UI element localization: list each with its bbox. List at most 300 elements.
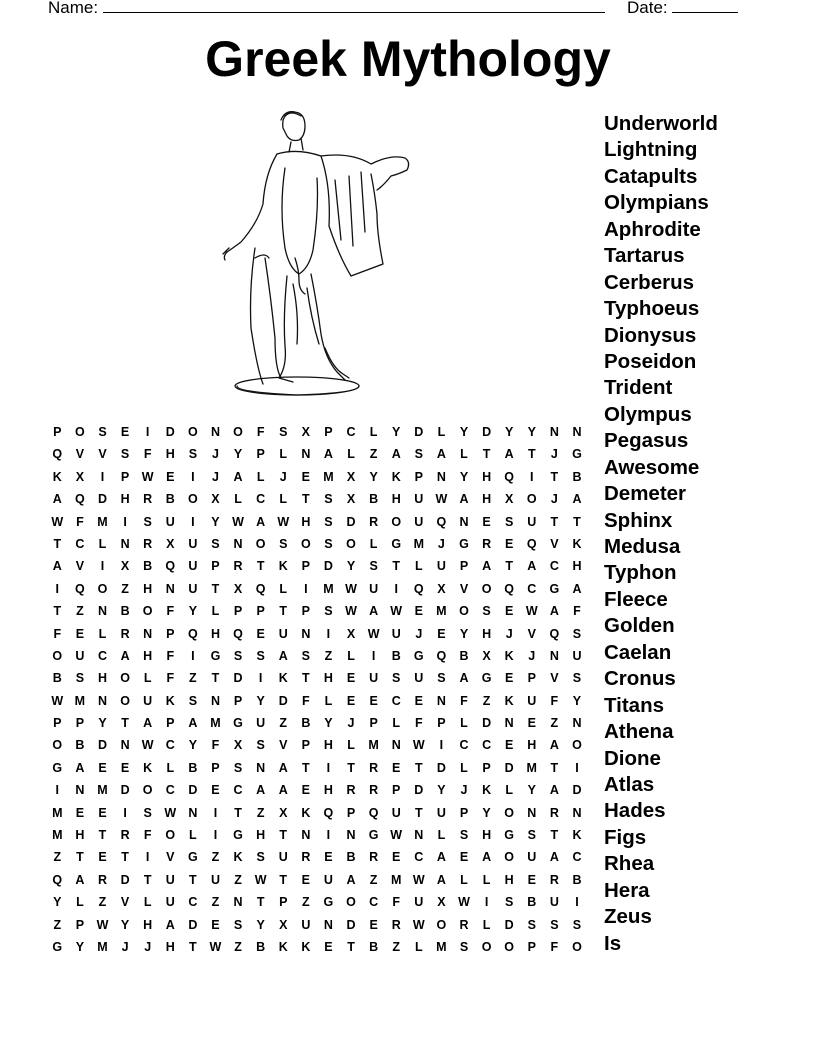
grid-letter[interactable]: H <box>120 492 130 507</box>
grid-letter[interactable]: L <box>347 447 355 462</box>
grid-letter[interactable]: S <box>527 828 536 843</box>
grid-letter[interactable]: D <box>188 917 198 932</box>
grid-letter[interactable]: X <box>482 648 491 663</box>
grid-letter[interactable]: S <box>188 447 198 462</box>
grid-letter[interactable]: N <box>210 425 220 439</box>
grid-letter[interactable]: Y <box>98 716 107 731</box>
grid-letter[interactable]: U <box>527 514 537 529</box>
grid-letter[interactable]: H <box>572 559 582 574</box>
grid-letter[interactable]: U <box>572 648 582 663</box>
grid-letter[interactable]: R <box>97 872 107 887</box>
grid-letter[interactable]: T <box>121 716 129 731</box>
grid-letter[interactable]: L <box>369 536 378 551</box>
grid-letter[interactable]: N <box>391 738 401 753</box>
grid-letter[interactable]: I <box>123 514 127 529</box>
grid-letter[interactable]: Z <box>256 805 265 820</box>
grid-letter[interactable]: D <box>120 783 130 798</box>
grid-letter[interactable]: F <box>414 716 423 731</box>
grid-letter[interactable]: C <box>414 850 424 865</box>
grid-letter[interactable]: Y <box>256 693 265 708</box>
grid-letter[interactable]: F <box>53 626 62 641</box>
grid-letter[interactable]: A <box>459 492 469 507</box>
grid-letter[interactable]: X <box>211 492 220 507</box>
grid-letter[interactable]: O <box>526 492 537 507</box>
grid-letter[interactable]: L <box>234 492 242 507</box>
grid-letter[interactable]: J <box>415 626 423 641</box>
grid-letter[interactable]: K <box>301 939 311 954</box>
grid-letter[interactable]: X <box>346 469 356 484</box>
grid-letter[interactable]: G <box>52 760 63 775</box>
grid-letter[interactable]: L <box>256 469 265 484</box>
grid-letter[interactable]: W <box>254 872 267 887</box>
grid-letter[interactable]: S <box>279 425 288 439</box>
grid-letter[interactable]: B <box>527 895 537 910</box>
grid-letter[interactable]: V <box>550 671 559 686</box>
grid-letter[interactable]: R <box>369 783 379 798</box>
grid-letter[interactable]: A <box>436 872 446 887</box>
grid-letter[interactable]: R <box>549 872 559 887</box>
grid-letter[interactable]: A <box>346 872 356 887</box>
grid-letter[interactable]: R <box>369 850 379 865</box>
grid-letter[interactable]: M <box>52 805 63 820</box>
grid-letter[interactable]: J <box>437 536 445 551</box>
grid-letter[interactable]: A <box>549 604 559 619</box>
grid-letter[interactable]: V <box>550 536 559 551</box>
grid-letter[interactable]: P <box>324 425 333 439</box>
grid-letter[interactable]: W <box>390 604 403 619</box>
grid-letter[interactable]: G <box>233 716 243 731</box>
grid-letter[interactable]: M <box>368 738 379 753</box>
grid-letter[interactable]: T <box>414 760 423 775</box>
grid-letter[interactable]: Y <box>392 425 401 439</box>
name-line[interactable] <box>103 0 605 13</box>
grid-letter[interactable]: M <box>323 469 334 484</box>
grid-letter[interactable]: D <box>436 760 446 775</box>
grid-letter[interactable]: G <box>391 536 402 551</box>
grid-letter[interactable]: S <box>279 536 288 551</box>
grid-letter[interactable]: A <box>549 738 559 753</box>
grid-letter[interactable]: B <box>165 492 175 507</box>
grid-letter[interactable]: J <box>550 447 558 462</box>
grid-letter[interactable]: Z <box>369 872 378 887</box>
grid-letter[interactable]: E <box>120 760 130 775</box>
grid-letter[interactable]: N <box>210 693 220 708</box>
grid-letter[interactable]: T <box>550 469 559 484</box>
grid-letter[interactable]: L <box>482 872 491 887</box>
grid-letter[interactable]: L <box>482 917 491 932</box>
grid-letter[interactable]: J <box>460 783 468 798</box>
grid-letter[interactable]: A <box>572 492 582 507</box>
grid-letter[interactable]: J <box>528 648 536 663</box>
grid-letter[interactable]: E <box>505 536 514 551</box>
grid-letter[interactable]: Y <box>437 783 446 798</box>
grid-letter[interactable]: U <box>549 895 559 910</box>
grid-letter[interactable]: K <box>301 805 311 820</box>
grid-letter[interactable]: V <box>459 581 469 596</box>
grid-letter[interactable]: D <box>97 738 107 753</box>
grid-letter[interactable]: L <box>505 783 513 798</box>
grid-letter[interactable]: Y <box>459 626 469 641</box>
grid-letter[interactable]: H <box>504 872 514 887</box>
grid-letter[interactable]: F <box>550 693 559 708</box>
grid-letter[interactable]: M <box>97 783 108 798</box>
grid-letter[interactable]: L <box>166 760 175 775</box>
grid-letter[interactable]: S <box>188 693 198 708</box>
grid-letter[interactable]: V <box>166 850 175 865</box>
grid-letter[interactable]: C <box>346 425 356 439</box>
grid-letter[interactable]: I <box>530 469 534 484</box>
grid-letter[interactable]: C <box>391 693 401 708</box>
grid-letter[interactable]: L <box>392 716 401 731</box>
grid-letter[interactable]: Z <box>76 604 84 619</box>
grid-letter[interactable]: U <box>256 716 266 731</box>
grid-letter[interactable]: E <box>324 939 333 954</box>
grid-letter[interactable]: G <box>459 536 469 551</box>
grid-letter[interactable]: A <box>188 716 198 731</box>
grid-letter[interactable]: D <box>346 917 356 932</box>
grid-letter[interactable]: D <box>482 716 492 731</box>
grid-letter[interactable]: E <box>369 917 378 932</box>
grid-letter[interactable]: V <box>279 738 288 753</box>
grid-letter[interactable]: P <box>75 917 85 932</box>
grid-letter[interactable]: G <box>504 828 515 843</box>
grid-letter[interactable]: P <box>233 604 243 619</box>
grid-letter[interactable]: P <box>301 738 310 753</box>
grid-letter[interactable]: W <box>345 604 357 619</box>
grid-letter[interactable]: I <box>145 425 150 439</box>
grid-letter[interactable]: I <box>213 805 218 820</box>
grid-letter[interactable]: S <box>482 604 491 619</box>
grid-letter[interactable]: D <box>120 872 130 887</box>
grid-letter[interactable]: E <box>211 917 220 932</box>
grid-letter[interactable]: A <box>527 559 537 574</box>
grid-letter[interactable]: P <box>233 693 243 708</box>
grid-letter[interactable]: U <box>436 805 446 820</box>
grid-letter[interactable]: P <box>211 760 220 775</box>
grid-letter[interactable]: I <box>55 581 60 596</box>
grid-letter[interactable]: J <box>550 492 558 507</box>
grid-letter[interactable]: D <box>414 425 424 439</box>
grid-letter[interactable]: N <box>323 917 333 932</box>
grid-letter[interactable]: R <box>391 917 401 932</box>
grid-letter[interactable]: H <box>482 469 492 484</box>
grid-letter[interactable]: W <box>435 492 448 507</box>
grid-letter[interactable]: U <box>188 536 198 551</box>
grid-letter[interactable]: S <box>505 895 514 910</box>
grid-letter[interactable]: P <box>211 559 220 574</box>
grid-letter[interactable]: N <box>165 581 175 596</box>
grid-letter[interactable]: U <box>165 872 175 887</box>
grid-letter[interactable]: T <box>98 828 107 843</box>
grid-letter[interactable]: P <box>527 671 536 686</box>
grid-letter[interactable]: B <box>52 671 62 686</box>
grid-letter[interactable]: S <box>459 939 469 954</box>
grid-letter[interactable]: Q <box>75 492 85 507</box>
grid-letter[interactable]: A <box>233 469 243 484</box>
grid-letter[interactable]: W <box>164 805 177 820</box>
grid-letter[interactable]: T <box>143 872 152 887</box>
grid-letter[interactable]: N <box>120 536 130 551</box>
grid-letter[interactable]: Z <box>279 716 288 731</box>
grid-letter[interactable]: A <box>482 559 492 574</box>
grid-letter[interactable]: U <box>188 581 198 596</box>
grid-letter[interactable]: A <box>143 716 153 731</box>
grid-letter[interactable]: B <box>75 738 85 753</box>
grid-letter[interactable]: F <box>302 693 310 708</box>
grid-letter[interactable]: U <box>527 693 537 708</box>
grid-letter[interactable]: Z <box>369 447 378 462</box>
grid-letter[interactable]: Z <box>234 939 242 954</box>
grid-letter[interactable]: U <box>165 514 175 529</box>
grid-letter[interactable]: L <box>437 828 446 843</box>
grid-letter[interactable]: H <box>527 738 537 753</box>
grid-letter[interactable]: F <box>256 425 265 439</box>
grid-letter[interactable]: P <box>437 716 446 731</box>
grid-letter[interactable]: P <box>527 939 536 954</box>
grid-letter[interactable]: T <box>347 760 355 775</box>
grid-letter[interactable]: B <box>120 604 130 619</box>
grid-letter[interactable]: T <box>392 559 401 574</box>
grid-letter[interactable]: S <box>414 447 423 462</box>
grid-letter[interactable]: I <box>326 626 331 641</box>
grid-letter[interactable]: L <box>98 536 107 551</box>
grid-letter[interactable]: P <box>75 716 85 731</box>
grid-letter[interactable]: D <box>97 492 107 507</box>
grid-letter[interactable]: B <box>188 760 198 775</box>
grid-letter[interactable]: O <box>300 536 311 551</box>
grid-letter[interactable]: U <box>210 872 220 887</box>
date-field[interactable] <box>627 0 738 18</box>
grid-letter[interactable]: H <box>391 492 401 507</box>
grid-letter[interactable]: I <box>123 805 127 820</box>
grid-letter[interactable]: E <box>301 469 310 484</box>
grid-letter[interactable]: F <box>166 671 175 686</box>
grid-letter[interactable]: T <box>550 514 559 529</box>
grid-letter[interactable]: S <box>301 648 310 663</box>
grid-letter[interactable]: D <box>572 783 582 798</box>
grid-letter[interactable]: L <box>143 671 152 686</box>
grid-letter[interactable]: P <box>256 447 265 462</box>
grid-letter[interactable]: T <box>279 604 288 619</box>
grid-letter[interactable]: F <box>166 648 175 663</box>
grid-letter[interactable]: N <box>233 536 243 551</box>
grid-letter[interactable]: G <box>210 648 221 663</box>
grid-letter[interactable]: J <box>144 939 152 954</box>
grid-letter[interactable]: H <box>210 626 220 641</box>
grid-letter[interactable]: R <box>459 917 469 932</box>
grid-letter[interactable]: L <box>460 447 468 462</box>
grid-letter[interactable]: I <box>213 828 218 843</box>
grid-letter[interactable]: Q <box>368 805 379 820</box>
grid-letter[interactable]: Q <box>436 648 447 663</box>
grid-letter[interactable]: H <box>143 581 153 596</box>
grid-letter[interactable]: R <box>120 828 130 843</box>
grid-letter[interactable]: G <box>481 671 492 686</box>
grid-letter[interactable]: N <box>256 760 266 775</box>
grid-letter[interactable]: H <box>301 514 311 529</box>
grid-letter[interactable]: P <box>346 805 356 820</box>
grid-letter[interactable]: N <box>97 604 107 619</box>
grid-letter[interactable]: R <box>301 850 311 865</box>
grid-letter[interactable]: A <box>120 648 130 663</box>
grid-letter[interactable]: R <box>143 492 153 507</box>
grid-letter[interactable]: C <box>572 850 582 865</box>
grid-letter[interactable]: I <box>258 671 263 686</box>
grid-letter[interactable]: W <box>412 738 425 753</box>
grid-letter[interactable]: O <box>233 425 243 439</box>
grid-letter[interactable]: D <box>504 917 514 932</box>
grid-letter[interactable]: S <box>572 671 582 686</box>
grid-letter[interactable]: C <box>527 581 537 596</box>
grid-letter[interactable]: O <box>504 850 515 865</box>
grid-letter[interactable]: X <box>346 626 356 641</box>
grid-letter[interactable]: U <box>391 805 401 820</box>
grid-letter[interactable]: N <box>301 828 311 843</box>
grid-letter[interactable]: Q <box>504 581 515 596</box>
grid-letter[interactable]: T <box>279 872 288 887</box>
grid-letter[interactable]: E <box>459 850 469 865</box>
grid-letter[interactable]: Y <box>572 693 582 708</box>
grid-letter[interactable]: S <box>392 671 401 686</box>
grid-letter[interactable]: U <box>391 626 401 641</box>
grid-letter[interactable]: J <box>211 469 219 484</box>
grid-letter[interactable]: A <box>256 514 266 529</box>
grid-letter[interactable]: M <box>390 872 402 887</box>
grid-letter[interactable]: L <box>460 716 468 731</box>
grid-letter[interactable]: P <box>166 716 175 731</box>
grid-letter[interactable]: S <box>459 828 469 843</box>
grid-letter[interactable]: G <box>52 939 63 954</box>
grid-letter[interactable]: W <box>51 514 64 529</box>
grid-letter[interactable]: E <box>505 671 514 686</box>
grid-letter[interactable]: K <box>504 693 514 708</box>
grid-letter[interactable]: T <box>53 604 62 619</box>
grid-letter[interactable]: T <box>234 805 242 820</box>
grid-letter[interactable]: Y <box>53 895 62 910</box>
grid-letter[interactable]: E <box>346 693 356 708</box>
grid-letter[interactable]: Z <box>324 648 333 663</box>
grid-letter[interactable]: S <box>572 626 582 641</box>
grid-letter[interactable]: Z <box>482 693 491 708</box>
grid-letter[interactable]: A <box>436 447 446 462</box>
grid-letter[interactable]: A <box>52 492 62 507</box>
grid-letter[interactable]: D <box>346 514 356 529</box>
grid-letter[interactable]: E <box>98 760 107 775</box>
grid-letter[interactable]: S <box>505 514 514 529</box>
grid-letter[interactable]: L <box>76 895 84 910</box>
grid-letter[interactable]: N <box>549 425 559 439</box>
grid-letter[interactable]: R <box>369 760 379 775</box>
grid-letter[interactable]: F <box>460 693 468 708</box>
grid-letter[interactable]: C <box>97 648 107 663</box>
grid-letter[interactable]: T <box>505 559 513 574</box>
grid-letter[interactable]: I <box>100 559 105 574</box>
grid-letter[interactable]: E <box>98 850 107 865</box>
grid-letter[interactable]: S <box>233 648 243 663</box>
grid-letter[interactable]: E <box>414 693 423 708</box>
grid-letter[interactable]: Y <box>459 425 469 439</box>
name-field[interactable] <box>48 0 605 18</box>
grid-letter[interactable]: O <box>120 671 130 686</box>
grid-letter[interactable]: W <box>412 917 425 932</box>
grid-letter[interactable]: X <box>75 469 85 484</box>
grid-letter[interactable]: X <box>233 738 243 753</box>
grid-letter[interactable]: R <box>143 536 153 551</box>
grid-letter[interactable]: O <box>346 895 356 910</box>
grid-letter[interactable]: U <box>188 559 198 574</box>
grid-letter[interactable]: O <box>255 536 266 551</box>
grid-letter[interactable]: T <box>414 805 423 820</box>
grid-letter[interactable]: Y <box>505 425 514 439</box>
grid-letter[interactable]: C <box>256 492 266 507</box>
grid-letter[interactable]: F <box>143 828 152 843</box>
grid-letter[interactable]: I <box>191 514 195 529</box>
grid-letter[interactable]: Y <box>75 939 85 954</box>
grid-letter[interactable]: N <box>120 738 130 753</box>
grid-letter[interactable]: N <box>459 514 469 529</box>
grid-letter[interactable]: E <box>505 738 514 753</box>
grid-letter[interactable]: L <box>414 939 423 954</box>
grid-letter[interactable]: E <box>301 872 310 887</box>
grid-letter[interactable]: D <box>414 783 424 798</box>
grid-letter[interactable]: T <box>527 447 536 462</box>
grid-letter[interactable]: Z <box>189 671 197 686</box>
grid-letter[interactable]: M <box>526 760 537 775</box>
grid-letter[interactable]: S <box>233 917 243 932</box>
grid-letter[interactable]: M <box>436 604 447 619</box>
grid-letter[interactable]: I <box>394 581 398 596</box>
grid-letter[interactable]: I <box>439 738 444 753</box>
grid-letter[interactable]: Y <box>527 783 536 798</box>
grid-letter[interactable]: O <box>52 738 63 753</box>
grid-letter[interactable]: S <box>211 536 220 551</box>
grid-letter[interactable]: I <box>100 469 105 484</box>
grid-letter[interactable]: T <box>550 760 559 775</box>
grid-letter[interactable]: L <box>143 895 152 910</box>
grid-letter[interactable]: O <box>572 738 582 753</box>
grid-letter[interactable]: U <box>165 895 175 910</box>
grid-letter[interactable]: Z <box>121 581 129 596</box>
grid-letter[interactable]: A <box>549 850 559 865</box>
grid-letter[interactable]: A <box>391 447 401 462</box>
grid-letter[interactable]: S <box>572 917 582 932</box>
grid-letter[interactable]: M <box>210 716 221 731</box>
grid-letter[interactable]: Y <box>346 559 356 574</box>
grid-letter[interactable]: K <box>143 760 153 775</box>
grid-letter[interactable]: N <box>97 693 107 708</box>
grid-letter[interactable]: L <box>369 425 378 439</box>
grid-letter[interactable]: Z <box>302 895 310 910</box>
grid-letter[interactable]: O <box>97 581 108 596</box>
grid-letter[interactable]: N <box>346 828 356 843</box>
grid-letter[interactable]: W <box>390 828 403 843</box>
grid-letter[interactable]: Q <box>436 514 447 529</box>
grid-letter[interactable]: P <box>53 716 62 731</box>
grid-letter[interactable]: Q <box>52 872 63 887</box>
grid-letter[interactable]: C <box>459 738 469 753</box>
grid-letter[interactable]: J <box>505 626 513 641</box>
grid-letter[interactable]: T <box>302 492 310 507</box>
grid-letter[interactable]: Q <box>549 626 560 641</box>
grid-letter[interactable]: P <box>53 425 62 439</box>
grid-letter[interactable]: I <box>191 648 195 663</box>
grid-letter[interactable]: T <box>121 850 129 865</box>
grid-letter[interactable]: U <box>278 850 288 865</box>
grid-letter[interactable]: A <box>165 917 175 932</box>
grid-letter[interactable]: S <box>324 492 333 507</box>
grid-letter[interactable]: Q <box>233 626 243 641</box>
grid-letter[interactable]: O <box>187 492 198 507</box>
